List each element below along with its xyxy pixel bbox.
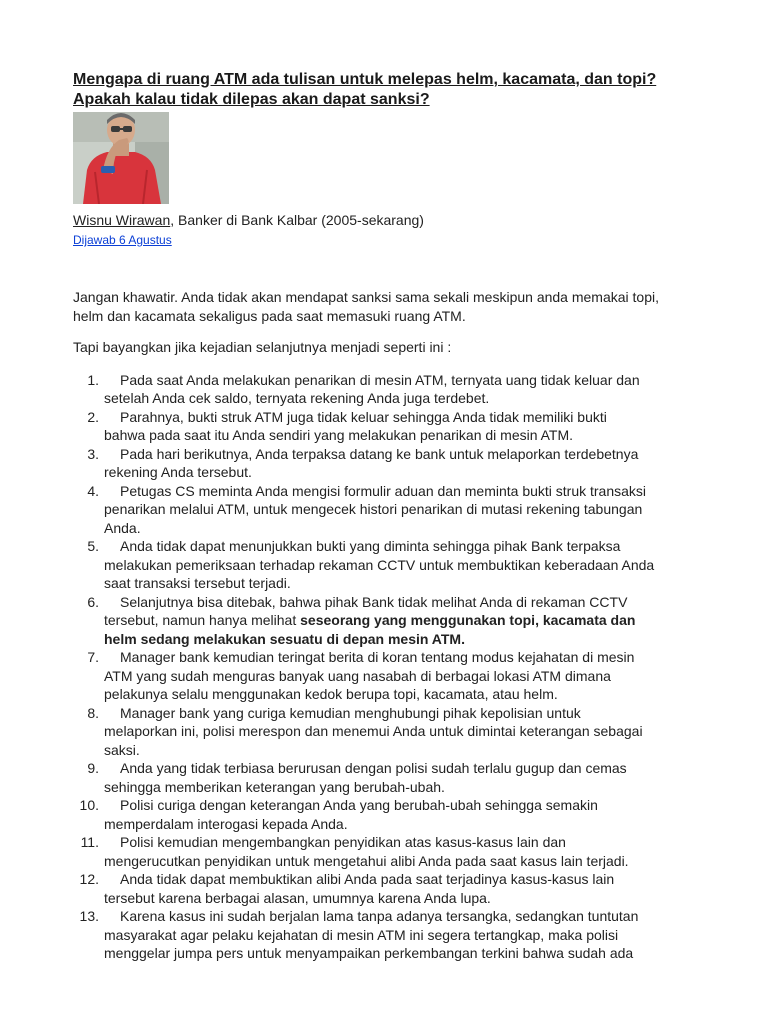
list-item: 3. Pada hari berikutnya, Anda terpaksa datang ke bank untuk melaporkan terdebetnya rekening Anda tersebut. bbox=[87, 445, 639, 480]
answer-page bbox=[73, 70, 713, 963]
question-title-line-1[interactable]: Mengapa di ruang ATM ada tulisan untuk melepas helm, kacamata, dan topi? bbox=[73, 71, 657, 88]
list-item: 4. Petugas CS meminta Anda mengisi formulir aduan dan meminta bukti struk transaksi penarikan melalui ATM, untuk mengecek histori penarikan di mutasi rekening tabungan Anda. bbox=[87, 482, 647, 536]
list-item: 5. Anda tidak dapat menunjukkan bukti yang diminta sehingga pihak Bank terpaksa melakukan pemeriksaan terhadap rekaman CCTV untuk membuktikan keberadaan Anda saat transaksi tersebut terjadi. bbox=[87, 538, 655, 591]
list-item: 6. Selanjutnya bisa ditebak, bahwa pihak Bank tidak melihat Anda di rekaman CCTV tersebut, namun hanya melihat seseorang yang menggunakan topi, kacamata dan helm sedang melakukan sesuatu di depan mesin ATM. bbox=[87, 593, 636, 647]
author-line bbox=[73, 211, 713, 229]
author-credential: , Banker di Bank Kalbar (2005-sekarang) bbox=[170, 212, 424, 228]
question-title[interactable] bbox=[73, 70, 713, 110]
list-item: 7. Manager bank kemudian teringat berita di koran tentang modus kejahatan di mesin ATM yang sudah menguras banyak uang nasabah di berbagai lokasi ATM dimana pelakunya selalu menggunakan kedok berupa topi, kacamata, atau helm. bbox=[87, 649, 635, 702]
list-item: 8. Manager bank yang curiga kemudian menghubungi pihak kepolisian untuk melaporkan ini, polisi merespon dan menemui Anda untuk dimintai keterangan sebagai saksi. bbox=[87, 704, 643, 758]
list-item: 9. Anda yang tidak terbiasa berurusan dengan polisi sudah terlalu gugup dan cemas sehingga memberikan keterangan yang berubah-ubah. bbox=[87, 760, 627, 795]
numbered-list bbox=[73, 371, 713, 963]
lead-in-paragraph: Tapi bayangkan jika kejadian selanjutnya menjadi seperti ini : bbox=[73, 339, 452, 355]
list-item: 11. Polisi kemudian mengembangkan penyidikan atas kasus-kasus lain dan mengerucutkan penyidikan untuk mengetahui alibi Anda pada saat kasus lain terjadi. bbox=[80, 834, 629, 869]
emphasis-text: helm sedang melakukan sesuatu di depan mesin ATM. bbox=[104, 630, 465, 647]
author-name[interactable]: Wisnu Wirawan bbox=[73, 212, 171, 228]
emphasis-text: seseorang yang menggunakan topi, kacamata dan bbox=[300, 612, 636, 628]
list-item: 12. Anda tidak dapat membuktikan alibi Anda pada saat terjadinya kasus-kasus lain tersebut karena berbagai alasan, umumnya karena Anda lupa. bbox=[79, 871, 615, 906]
question-title-line-2[interactable]: Apakah kalau tidak dilepas akan dapat sanksi? bbox=[73, 91, 430, 108]
list-item: 2. Parahnya, bukti struk ATM juga tidak keluar sehingga Anda tidak memiliki bukti bahwa pada saat itu Anda sendiri yang melakukan penarikan di mesin ATM. bbox=[87, 408, 607, 443]
author-photo[interactable] bbox=[73, 112, 169, 204]
answered-date-link[interactable]: Dijawab 6 Agustus bbox=[73, 233, 172, 247]
intro-paragraph: Jangan khawatir. Anda tidak akan mendapat sanksi sama sekali meskipun anda memakai topi, helm dan kacamata sekaligus pada saat memasuki ruang ATM. bbox=[73, 289, 660, 324]
list-item: 1. Pada saat Anda melakukan penarikan di mesin ATM, ternyata uang tidak keluar dan setelah Anda cek saldo, ternyata rekening Anda juga terdebet. bbox=[87, 371, 640, 406]
list-item: 13. Karena kasus ini sudah berjalan lama tanpa adanya tersangka, sedangkan tuntutan masyarakat agar pelaku kejahatan di mesin ATM ini segera tertangkap, maka polisi menggelar jumpa pers untuk menyampaikan perkembangan terkini bahwa sudah ada bbox=[79, 908, 639, 961]
list-item: 10. Polisi curiga dengan keterangan Anda yang berubah-ubah sehingga semakin memperdalam interogasi kepada Anda. bbox=[79, 797, 598, 832]
